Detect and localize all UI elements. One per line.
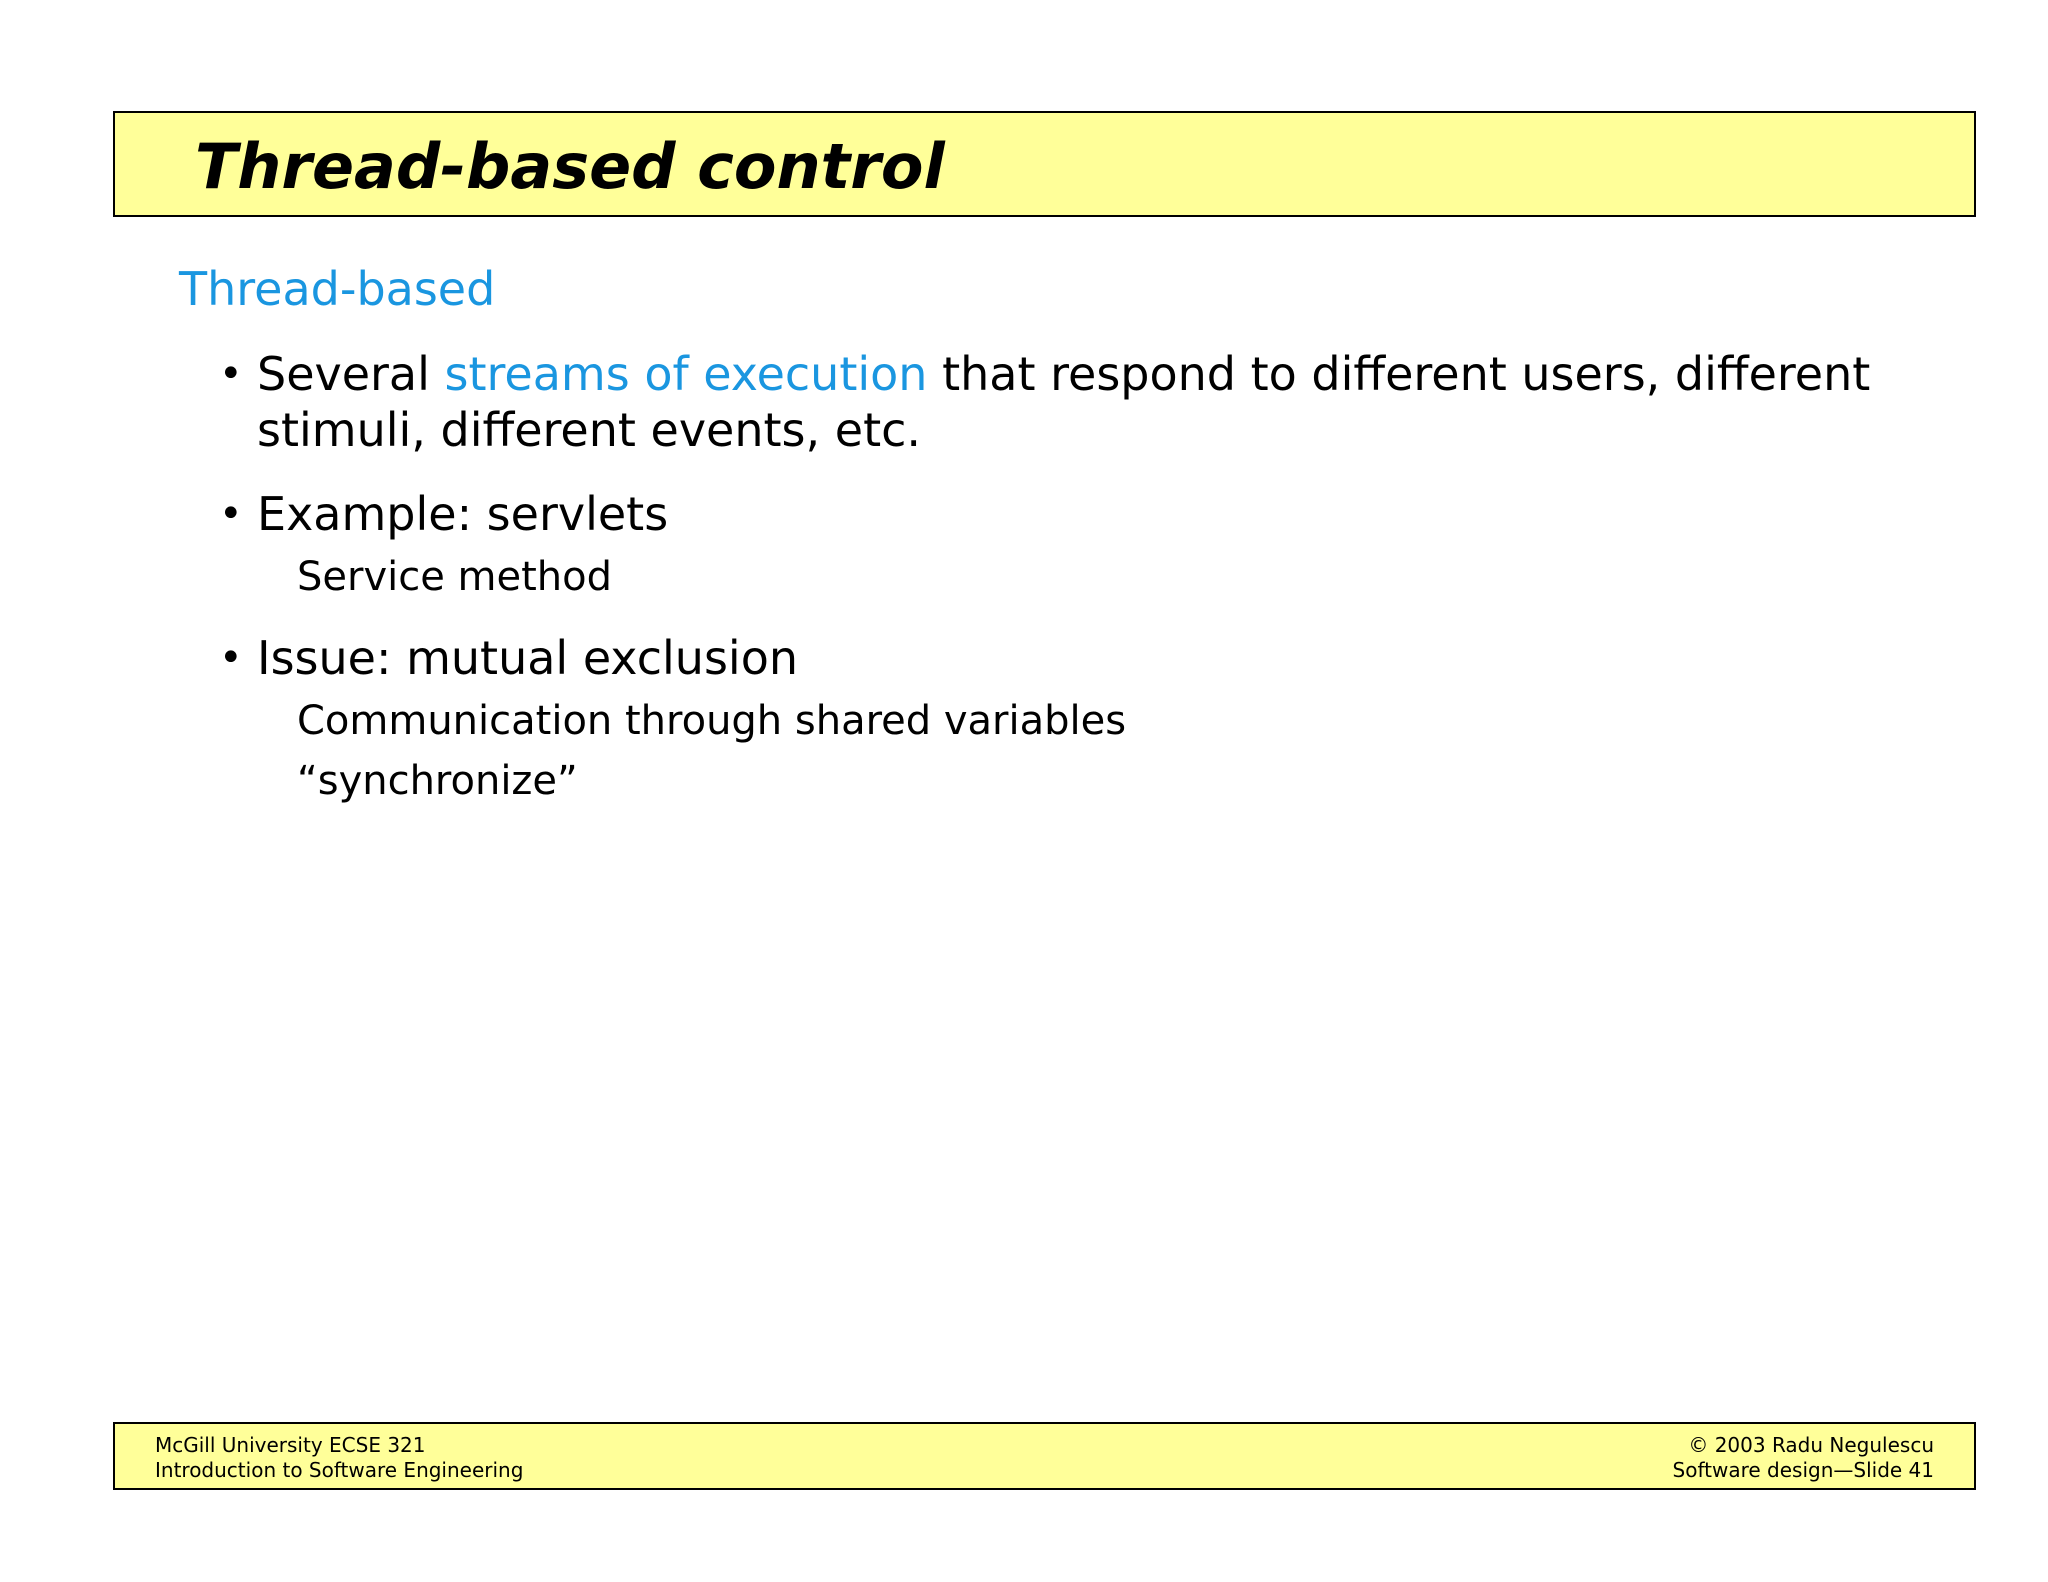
footer-copyright: © 2003 Radu Negulescu (1688, 1433, 1934, 1457)
subitem-synchronize: “synchronize” (297, 758, 578, 804)
footer-course: Introduction to Software Engineering (155, 1458, 524, 1482)
subitem-service-method: Service method (297, 554, 613, 600)
slide-title: Thread-based control (195, 130, 945, 203)
bullet-text-before: Several (257, 347, 445, 401)
subitem-communication: Communication through shared variables (297, 698, 1127, 744)
section-heading: Thread-based (179, 262, 496, 316)
footer-slide-number: Software design—Slide 41 (1672, 1458, 1934, 1482)
footer-right (1673, 1433, 1934, 1483)
bullet-text: Issue: mutual exclusion (257, 631, 798, 685)
bullet-content (257, 346, 1870, 458)
bullet-dot-icon: • (219, 635, 243, 681)
footer-left (155, 1433, 523, 1483)
bullet-highlight: streams of execution (444, 347, 928, 401)
bullet-text: Example: servlets (257, 487, 669, 541)
footer-institution: McGill University ECSE 321 (155, 1433, 426, 1457)
slide-title-bar (113, 111, 1976, 217)
bullet-line-2: stimuli, different events, etc. (257, 403, 922, 457)
slide-footer (113, 1422, 1976, 1490)
bullet-dot-icon: • (219, 491, 243, 537)
bullet-text-after: that respond to different users, different (927, 347, 1871, 401)
bullet-dot-icon: • (219, 351, 243, 397)
bullet-line-1 (257, 346, 1870, 402)
